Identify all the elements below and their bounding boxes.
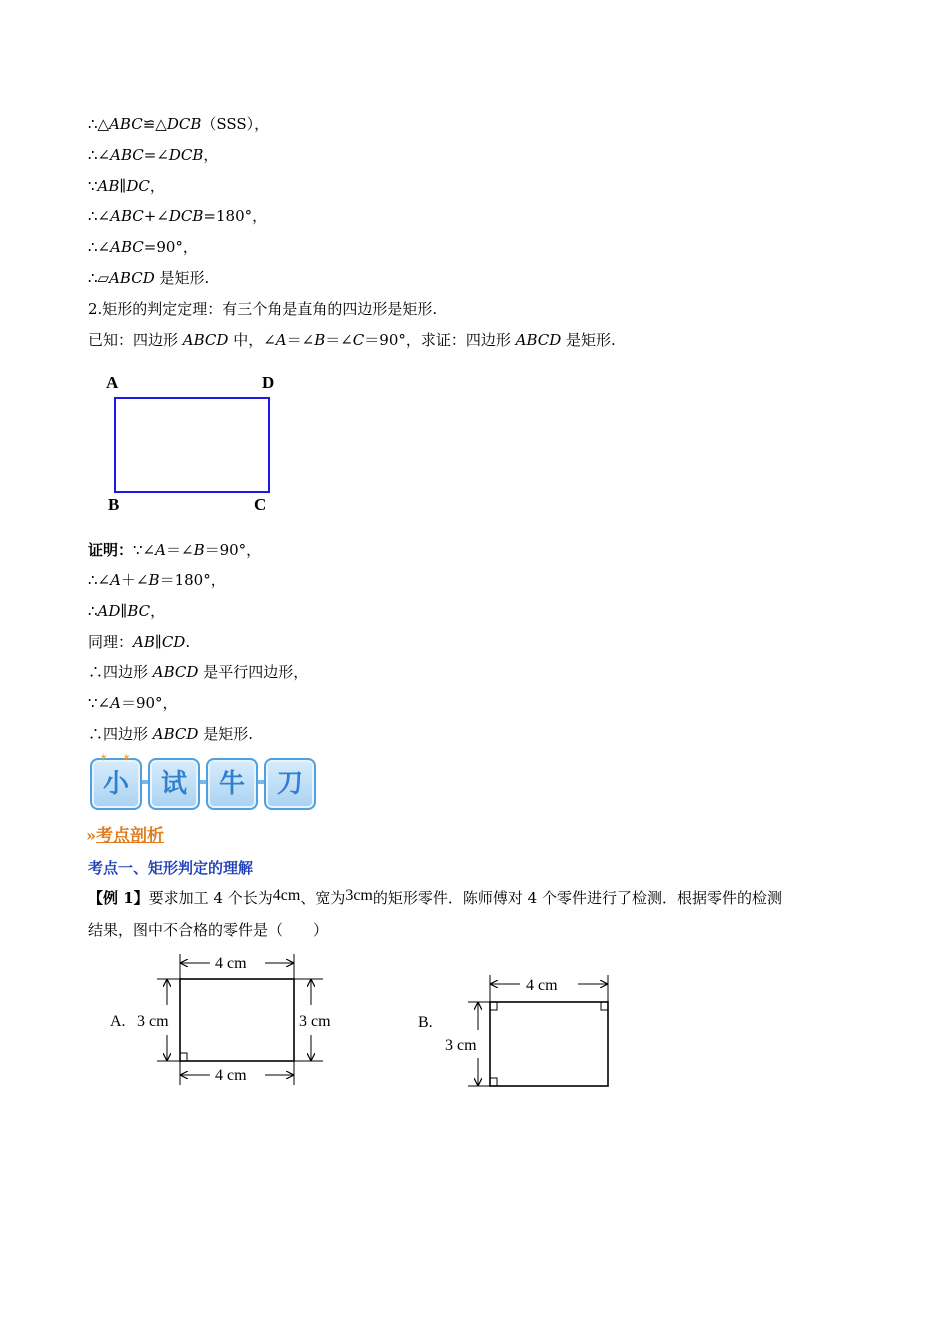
vertex-label-c: C bbox=[254, 495, 267, 514]
option-a-figure bbox=[105, 950, 355, 1090]
double-chevron-icon: » bbox=[86, 826, 96, 845]
rectangle-figure bbox=[100, 368, 290, 518]
example-line2: 结果，图中不合格的零件是（ ） bbox=[88, 921, 329, 939]
vertex-label-a: A bbox=[106, 373, 119, 392]
option-b-top-dim: 4 cm bbox=[526, 977, 558, 994]
banner-tile-2: 试 bbox=[148, 758, 200, 810]
sparkle-icon: ✶ bbox=[99, 751, 109, 764]
option-a-right-dim: 3 cm bbox=[299, 1013, 331, 1030]
vertex-label-b: B bbox=[108, 495, 120, 514]
section-header: »考点剖析 bbox=[86, 826, 164, 846]
vertex-label-d: D bbox=[262, 373, 275, 392]
example-line1: 【例 1】要求加工 4 个长为4cm、宽为3cm的矩形零件．陈师傅对 4 个零件进行了检测．根据零件的检测 bbox=[88, 887, 782, 907]
proof2-line7: ∴四边形 ABCD 是矩形. bbox=[88, 725, 253, 743]
proof1-line5: ∴∠ABC=90°， bbox=[88, 238, 198, 256]
proof1-line6: ∴▱ABCD 是矩形. bbox=[88, 269, 210, 287]
option-b-left-dim: 3 cm bbox=[445, 1037, 477, 1054]
proof2-line6: ∵∠A＝90°， bbox=[88, 694, 178, 712]
proof1-line2: ∴∠ABC=∠DCB， bbox=[88, 146, 219, 164]
option-b-label: B. bbox=[418, 1014, 433, 1031]
proof1-line1: ∴△ABC≌△DCB（SSS）， bbox=[88, 115, 270, 133]
proof1-line4: ∴∠ABC+∠DCB=180°， bbox=[88, 207, 268, 225]
theorem-title: 2.矩形的判定定理：有三个角是直角的四边形是矩形. bbox=[88, 300, 438, 318]
option-a-bottom-dim: 4 cm bbox=[215, 1067, 247, 1084]
theorem-given: 已知：四边形 ABCD 中，∠A＝∠B＝∠C＝90°，求证：四边形 ABCD 是矩形. bbox=[88, 331, 616, 349]
option-b-figure bbox=[410, 970, 630, 1095]
option-a-left-dim: 3 cm bbox=[137, 1013, 169, 1030]
point-title: 考点一、矩形判定的理解 bbox=[88, 859, 254, 877]
proof2-line1: 证明：∵∠A＝∠B＝90°， bbox=[88, 541, 262, 559]
proof2-line4: 同理：AB∥CD. bbox=[88, 633, 191, 651]
banner-tile-4: 刀 bbox=[264, 758, 316, 810]
proof1-line3: ∵AB∥DC， bbox=[88, 177, 165, 195]
option-a-top-dim: 4 cm bbox=[215, 955, 247, 972]
option-a-label: A. bbox=[110, 1013, 126, 1030]
banner-tile-3: 牛 bbox=[206, 758, 258, 810]
sparkle-icon: ✶ bbox=[122, 751, 132, 764]
proof2-line2: ∴∠A＋∠B＝180°， bbox=[88, 571, 226, 589]
proof2-line5: ∴四边形 ABCD 是平行四边形， bbox=[88, 663, 309, 681]
rectangle-abcd bbox=[115, 398, 269, 492]
banner-tile-1: 小 bbox=[90, 758, 142, 810]
proof2-line3: ∴AD∥BC， bbox=[88, 602, 166, 620]
